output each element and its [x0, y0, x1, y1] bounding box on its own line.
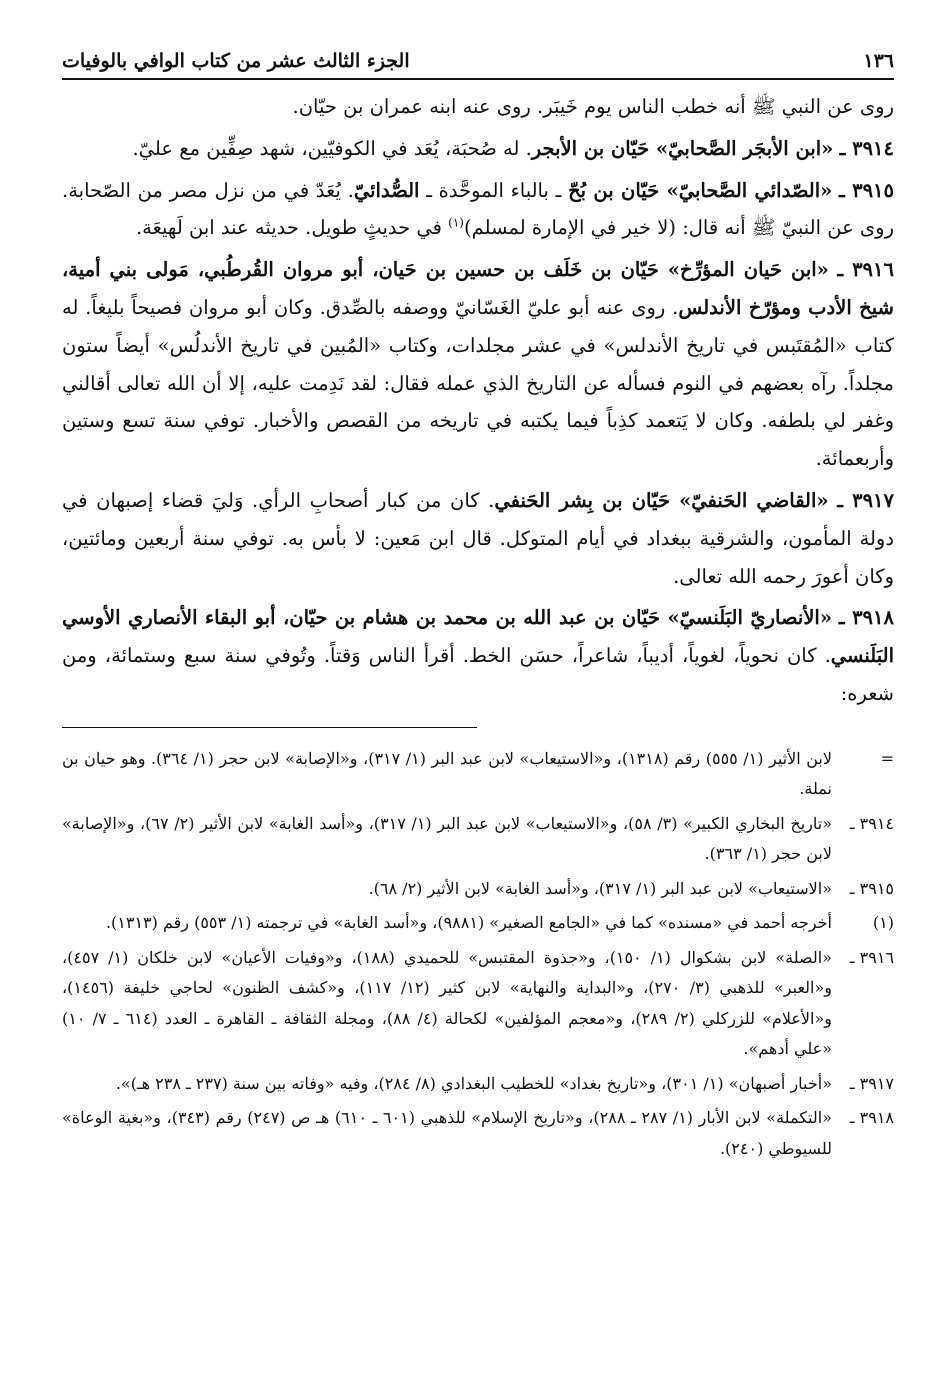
- entry-text: . كان نحوياً، لغوياً، أديباً، شاعراً، حسَن الخط. أقرأ الناس وَقتاً. وتُوفي سنة سبع وستمائة، ومن شعره:: [62, 644, 894, 705]
- entry-number: ٣٩١٨ ـ: [838, 606, 894, 630]
- footnote-text: «التكملة» لابن الأبار (١/ ٢٨٧ ـ ٢٨٨)، و«تاريخ الإسلام» للذهبي (٦٠١ ـ ٦١٠) هـ ص (٢٤٧) رقم (٣٤٣)، و«بغية الوعاة» للسيوطي (٢٤٠).: [62, 1108, 832, 1158]
- footnote-text: «أخبار أصبهان» (١/ ٣٠١)، و«تاريخ بغداد» للخطيب البغدادي (٨/ ٢٨٤)، وفيه «وفاته بين سنة (٢٣٧ ـ ٢٣٨ هـ)».: [115, 1073, 832, 1093]
- entry-heading: «الصّدائي الصَّحابيّ» حَيّان بن بُحّ: [568, 178, 833, 202]
- footnote-text: «الاستيعاب» لابن عبد البر (١/ ٣١٧)، و«أسد الغابة» لابن الأثير (٢/ ٦٨).: [368, 878, 832, 898]
- entry-3914: [62, 130, 894, 168]
- footnote-text: لابن الأثير (١/ ٥٥٥) رقم (١٣١٨)، و«الاستيعاب» لابن عبد البر (١/ ٣١٧)، و«الإصابة» لابن حجر (١/ ٣٦٤). وهو حيان بن نملة.: [62, 748, 832, 799]
- entry-3915: [62, 172, 894, 248]
- entry-number: ٣٩١٥ ـ: [839, 178, 894, 202]
- entry-number: ٣٩١٤ ـ: [839, 136, 894, 160]
- footnote-item: [62, 908, 894, 939]
- running-title: الجزء الثالث عشر من كتاب الوافي بالوفيات: [62, 50, 410, 72]
- book-page: [62, 38, 894, 1338]
- entry-number: ٣٩١٦ ـ: [837, 258, 894, 282]
- footnotes: [62, 744, 894, 1165]
- entry-text: . يُعَدّ في من نزل مصر من الصّحابة. روى عن النبيّ ﷺ أنه قال: (لا خير في الإمارة لمسلم): [62, 178, 894, 240]
- entry-heading: «الأنصاريّ البَلَنسيّ» حَيّان بن عبد الله بن محمد بن هشام بن حيّان، أبو البقاء الأنصاري الأوسي البَلَنسي: [62, 606, 894, 668]
- footnote-item: [62, 744, 894, 805]
- entry-number: ٣٩١٧ ـ: [837, 488, 895, 512]
- footnote-item: [62, 1069, 894, 1100]
- footnote-text: «الصلة» لابن بشكوال (١/ ١٥٠)، و«جذوة المقتبس» للحميدي (١٨٨)، و«وفيات الأعيان» لابن خلكان (١/ ٤٥٧)، و«العبر» للذهبي (٣/ ٢٧٠)، و«البداية والنهاية» لابن كثير (١٢/ ١١٧)، و«كشف الظنون» لحاجي خليفة (١٤٥٦)، و«الأعلام» للزركلي (٢/ ٢٨٩)، و«معجم المؤلفين» لكحالة (٤/ ٨٨)، ومجلة الثقافة ـ القاهرة ـ العدد (٦١٤ ـ ٧/ ١٠) «علي أدهم».: [62, 947, 833, 1059]
- page-header: [62, 38, 894, 80]
- intro-text: روى عن النبي ﷺ أنه خطب الناس يوم خَيبَر. روى عنه ابنه عمران بن حيّان.: [292, 95, 894, 118]
- footnote-marker[interactable]: (١): [448, 215, 464, 230]
- footnote-label: ٣٩١٥ ـ: [849, 878, 894, 898]
- entry-text: . كان من كبار أصحابِ الرأي. وَليَ قضاء إصبهان في دولة المأمون، والشرقية ببغداد في أيام المتوكل. قال ابن مَعين: لا بأس به. توفي سنة أربعين ومائتين، وكان أعورَ رحمه الله تعالى.: [62, 488, 894, 588]
- entry-heading: «ابن الأبجَر الصَّحابيّ» حَيّان بن الأبجر: [531, 136, 834, 160]
- entry-nisba: الصُّدائيّ: [353, 178, 420, 202]
- entry-text: ـ بالباء الموحَّدة ـ: [419, 178, 569, 202]
- footnote-separator: [62, 727, 477, 728]
- entry-text: في حديثٍ طويل. حديثه عند ابن لَهيعَة.: [135, 216, 449, 240]
- main-text: [62, 88, 894, 713]
- footnote-item: [62, 809, 894, 870]
- footnote-label: ٣٩١٦ ـ: [849, 947, 894, 967]
- footnote-text: «تاريخ البخاري الكبير» (٣/ ٥٨)، و«الاستيعاب» لابن عبد البر (١/ ٣١٧)، و«أسد الغابة» لابن الأثير (٢/ ٦٧)، و«الإصابة» لابن حجر (١/ ٣٦٣).: [62, 813, 833, 864]
- footnote-label: ٣٩١٨ ـ: [849, 1108, 894, 1128]
- footnote-item: [62, 1103, 894, 1164]
- footnote-item: [62, 874, 894, 905]
- footnote-text: أخرجه أحمد في «مسنده» كما في «الجامع الصغير» (٩٨٨١)، و«أسد الغابة» في ترجمته (١/ ٥٥٣) رقم (١٣١٣).: [105, 913, 832, 933]
- entry-text: . روى عنه أبو عليّ الغَسّانيّ ووصفه بالصِّدق. وكان أبو مروان فصيحاً بليغاً. له كتاب «المُقتَبس في تاريخ الأندلس» في عشر مجلدات، وكتاب «المُبين في تاريخ الأندلُس» أيضاً ستون مجلداً. رآه بعضهم في النوم فسأله عن التاريخ الذي عمله فقال: لقد نَدِمت عليه، إلا أن الله تعالى أقالني وغفر لي بلطفه. وكان لا يَتعمد كذِباً فيما يكتبه في تاريخه من القصص والأخبار. توفي سنة تسع وستين وأربعمائة.: [62, 295, 894, 471]
- entry-3918: [62, 599, 894, 712]
- entry-3917: [62, 482, 894, 595]
- footnote-label: (١): [872, 913, 894, 933]
- footnote-label: =: [880, 748, 894, 768]
- footnote-label: ٣٩١٧ ـ: [849, 1073, 894, 1093]
- entry-heading: «ابن حَيان المؤرِّخ» حَيّان بن خَلَف بن حسين بن حَيان، أبو مروان القُرطُبي، مَولى بني أمية، شيخ الأدب ومؤرّخ الأندلس: [62, 258, 894, 319]
- entry-heading: «القاضي الحَنفيّ» حَيّان بن بِشر الحَنفي: [494, 488, 829, 512]
- page-number: ١٣٦: [863, 50, 894, 72]
- footnote-label: ٣٩١٤ ـ: [849, 813, 894, 833]
- entry-text: . له صُحبَة، يُعَد في الكوفيّين، شهد صِفِّين مع عليّ.: [132, 136, 532, 160]
- intro-paragraph: [62, 88, 894, 126]
- footnote-item: [62, 943, 894, 1065]
- entry-3916: [62, 251, 894, 478]
